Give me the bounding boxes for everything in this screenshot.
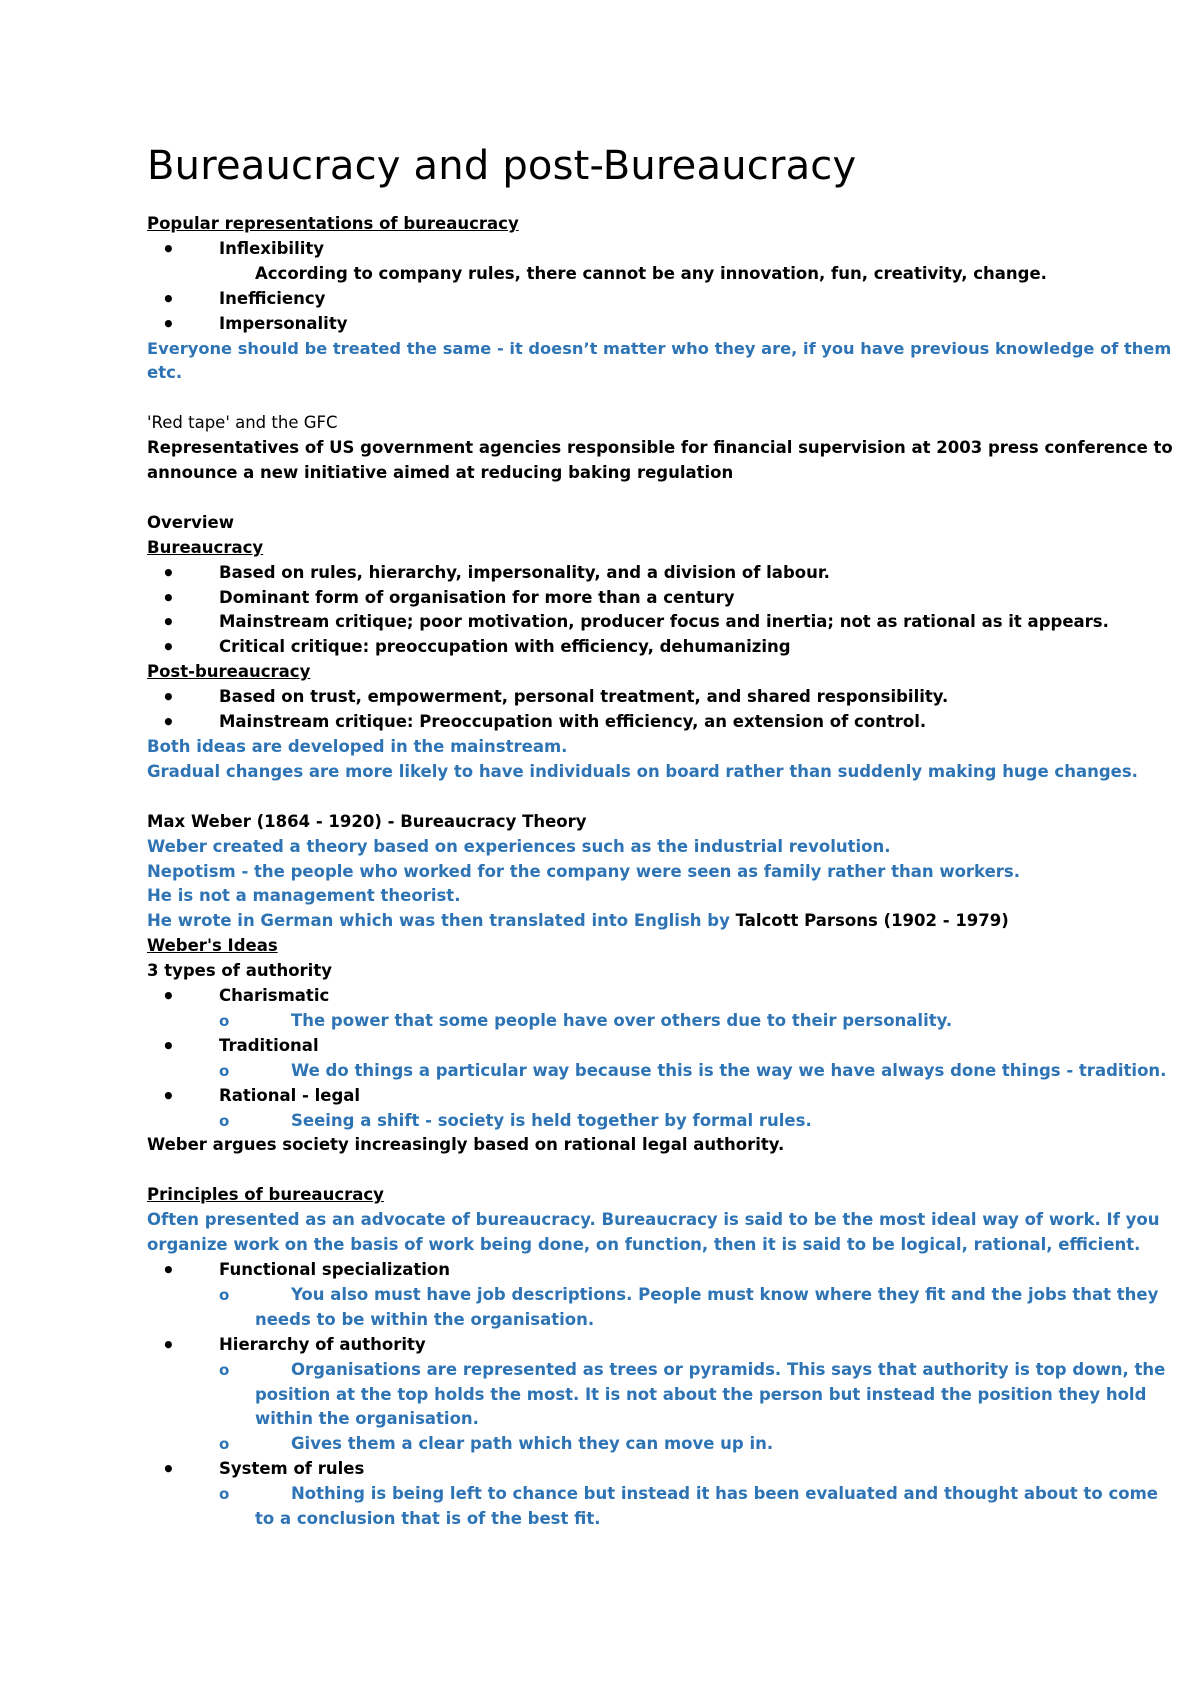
weber-argues: Weber argues society increasingly based on rational legal authority. [147, 1135, 785, 1155]
document-page [147, 140, 1173, 1532]
overview-note1: Both ideas are developed in the mainstream. [147, 737, 568, 756]
traditional-note: o We do things a particular way because this is the way we have always done things - tradition. [147, 1059, 1077, 1084]
hierarchy-note2: o Gives them a clear path which they can move up in. [147, 1432, 1077, 1457]
weber-line2: Nepotism - the people who worked for the company were seen as family rather than workers. [147, 861, 1020, 881]
bullet-inefficiency: • Inefficiency [147, 287, 1077, 312]
rules-note-line2: to a conclusion that is of the best fit. [255, 1509, 601, 1529]
red-tape-line1: Representatives of US government agencies responsible for financial supervision at 2003 press conference to [147, 438, 1173, 458]
list-item: • Dominant form of organisation for more than a century [147, 586, 1077, 611]
functional-note-line1: o You also must have job descriptions. People must know where they fit and the jobs that they [147, 1283, 1077, 1308]
overview-note2: Gradual changes are more likely to have individuals on board rather than suddenly making huge changes. [147, 761, 1138, 781]
bullet-functional-specialization: • Functional specialization [147, 1258, 1077, 1283]
impersonality-note-line2: etc. [147, 363, 183, 383]
document-title: Bureaucracy and post-Bureaucracy [147, 143, 857, 189]
weber-line4-black: Talcott Parsons (1902 - 1979) [735, 911, 1009, 931]
rational-legal-note: o Seeing a shift - society is held together by formal rules. [147, 1109, 1077, 1134]
bullet-hierarchy-of-authority: • Hierarchy of authority [147, 1333, 1077, 1358]
overview-heading: Overview [147, 512, 234, 532]
post-bureaucracy-heading: Post-bureaucracy [147, 662, 311, 682]
list-item: • Critical critique: preoccupation with efficiency, dehumanizing [147, 635, 1077, 660]
bullet-traditional: • Traditional [147, 1034, 1077, 1059]
charismatic-note: o The power that some people have over others due to their personality. [147, 1009, 1077, 1034]
weber-ideas-heading: Weber's Ideas [147, 936, 278, 956]
bureaucracy-heading: Bureaucracy [147, 537, 264, 557]
hierarchy-note1-line2: position at the top holds the most. It is not about the person but instead the position they hold [255, 1384, 1147, 1404]
weber-line4-blue: He wrote in German which was then translated into English by [147, 911, 736, 931]
bullet-impersonality: • Impersonality [147, 312, 1077, 337]
hierarchy-note1-line1: o Organisations are represented as trees or pyramids. This says that authority is top down, the [147, 1358, 1077, 1383]
weber-line4 [147, 909, 1077, 934]
weber-heading: Max Weber (1864 - 1920) - Bureaucracy Theory [147, 811, 587, 831]
principles-intro-line2: organize work on the basis of work being done, on function, then it is said to be logical, rational, efficient. [147, 1235, 1141, 1255]
weber-line1: Weber created a theory based on experiences such as the industrial revolution. [147, 836, 891, 856]
inflexibility-note: According to company rules, there cannot be any innovation, fun, creativity, change. [255, 263, 1047, 283]
red-tape-line2: announce a new initiative aimed at reducing baking regulation [147, 463, 734, 483]
list-item: • Based on rules, hierarchy, impersonality, and a division of labour. [147, 561, 1077, 586]
list-item: • Based on trust, empowerment, personal treatment, and shared responsibility. [147, 685, 1077, 710]
bullet-charismatic: • Charismatic [147, 984, 1077, 1009]
popular-heading: Popular representations of bureaucracy [147, 214, 519, 233]
hierarchy-note1-line3: within the organisation. [255, 1409, 479, 1429]
bullet-rational-legal: • Rational - legal [147, 1084, 1077, 1109]
bullet-inflexibility: • Inflexibility [147, 237, 1077, 262]
bullet-system-of-rules: • System of rules [147, 1457, 1077, 1482]
weber-line3: He is not a management theorist. [147, 886, 461, 906]
principles-intro-line1: Often presented as an advocate of bureaucracy. Bureaucracy is said to be the most ideal way of work. If you [147, 1210, 1160, 1230]
principles-heading: Principles of bureaucracy [147, 1185, 384, 1205]
list-item: • Mainstream critique; poor motivation, producer focus and inertia; not as rational as it appears. [147, 610, 1077, 635]
functional-note-line2: needs to be within the organisation. [255, 1309, 595, 1329]
red-tape-heading: 'Red tape' and the GFC [147, 413, 338, 433]
list-item: • Mainstream critique: Preoccupation with efficiency, an extension of control. [147, 710, 1077, 735]
rules-note-line1: o Nothing is being left to chance but instead it has been evaluated and thought about to come [147, 1482, 1077, 1507]
authority-types-heading: 3 types of authority [147, 961, 332, 981]
impersonality-note-line1: Everyone should be treated the same - it doesn’t matter who they are, if you have previous knowledge of them [147, 338, 1172, 358]
